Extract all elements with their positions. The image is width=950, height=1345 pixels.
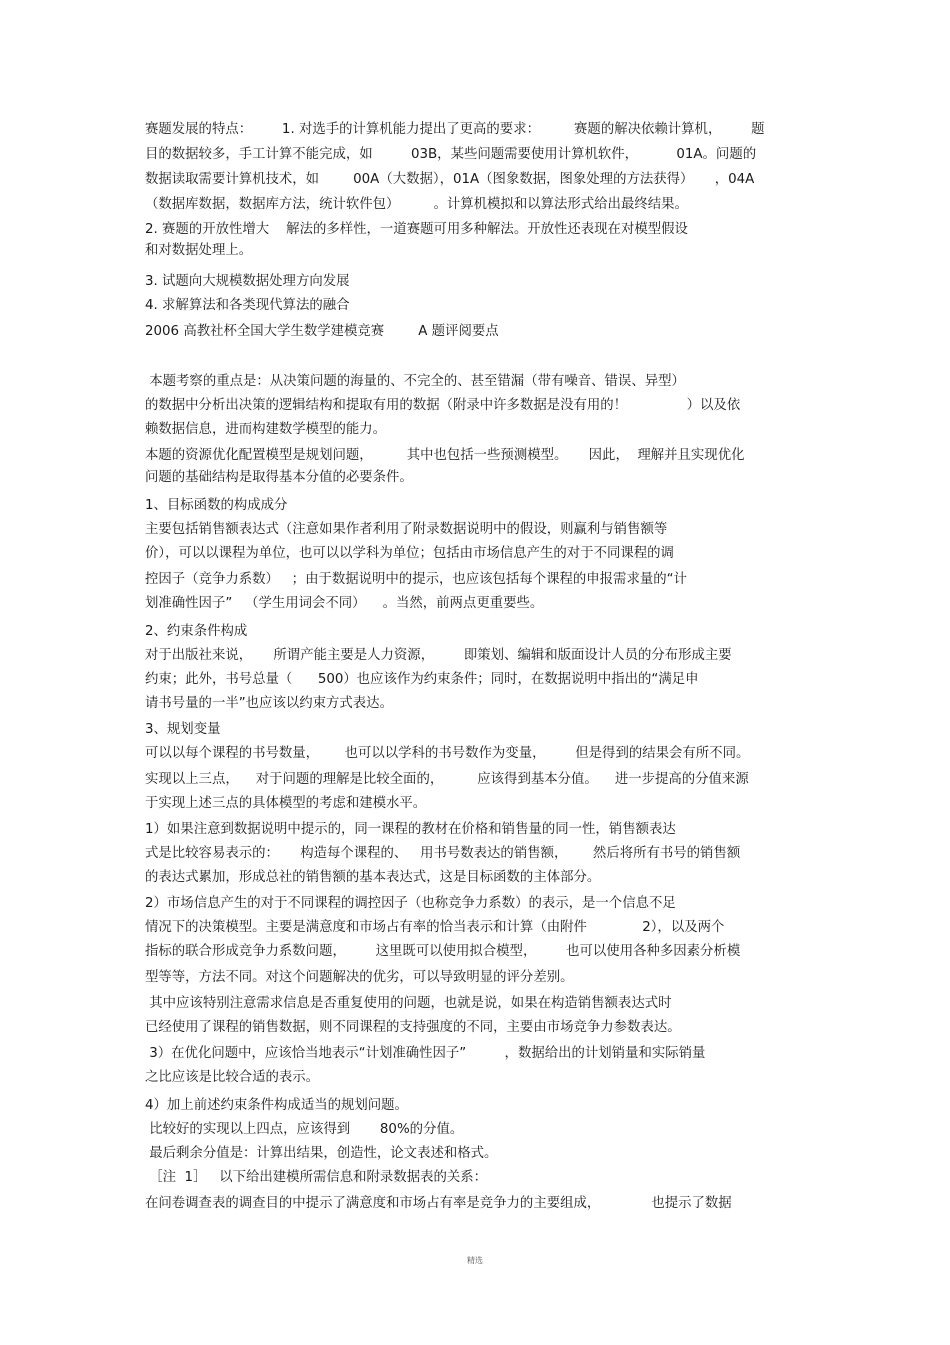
text-line: 式是比较容易表示的： 构造每个课程的、 用书号数表达的销售额， 然后将所有书号的销售额 <box>145 846 741 861</box>
text-line: 请书号量的一半”也应该以约束方式表达。 <box>145 696 393 711</box>
text-line: 的数据中分析出决策的逻辑结构和提取有用的数据（附录中许多数据是没有用的！ ）以及依 <box>145 398 741 413</box>
text-line: 对于出版社来说， 所谓产能主要是人力资源， 即策划、编辑和版面设计人员的分布形成主要 <box>145 648 732 663</box>
text-line: 控因子（竞争力系数） ；由于数据说明中的提示，也应该包括每个课程的申报需求量的“计 <box>145 572 687 587</box>
text-line: 数据读取需要计算机技术，如 00A（大数据），01A（图象数据，图象处理的方法获得） ，04A <box>145 172 755 187</box>
text-line: 2、约束条件构成 <box>145 624 248 639</box>
text-line: 赖数据信息，进而构建数学模型的能力。 <box>145 422 387 437</box>
text-line: 于实现上述三点的具体模型的考虑和建模水平。 <box>145 796 427 811</box>
text-line: 其中应该特别注意需求信息是否重复使用的问题，也就是说，如果在构造销售额表达式时 <box>145 996 672 1011</box>
text-line: 2）市场信息产生的对于不同课程的调控因子（也称竞争力系数）的表示，是一个信息不足 <box>145 896 676 911</box>
text-line: 实现以上三点， 对于问题的理解是比较全面的， 应该得到基本分值。 进一步提高的分值来源 <box>145 772 749 787</box>
text-line: （数据库数据，数据库方法，统计软件包） 。计算机模拟和以算法形式给出最终结果。 <box>145 197 688 212</box>
text-line: 和对数据处理上。 <box>145 243 253 258</box>
text-line: 2006 高教社杯全国大学生数学建模竞赛 A 题评阅要点 <box>145 324 499 339</box>
page-footer: 精选 <box>467 1256 483 1265</box>
text-line: 的表达式累加，形成总社的销售额的基本表达式，这是目标函数的主体部分。 <box>145 870 601 885</box>
text-line: 2. 赛题的开放性增大 解法的多样性，一道赛题可用多种解法。开放性还表现在对模型假设 <box>145 222 688 237</box>
text-line: 目的数据较多，手工计算不能完成，如 03B，某些问题需要使用计算机软件， 01A。问题的 <box>145 147 757 162</box>
text-line: 型等等，方法不同。对这个问题解决的优劣，可以导致明显的评分差别。 <box>145 970 574 985</box>
text-line: 3. 试题向大规模数据处理方向发展 <box>145 274 350 289</box>
text-line: 在问卷调查表的调查目的中提示了满意度和市场占有率是竞争力的主要组成， 也提示了数据 <box>145 1196 732 1211</box>
text-line: 3）在优化问题中，应该恰当地表示“计划准确性因子” ，数据给出的计划销量和实际销量 <box>145 1046 706 1061</box>
text-line: 1）如果注意到数据说明中提示的，同一课程的教材在价格和销售量的同一性，销售额表达 <box>145 822 676 837</box>
text-line: 比较好的实现以上四点，应该得到 80%的分值。 <box>145 1122 464 1137</box>
text-line: 已经使用了课程的销售数据，则不同课程的支持强度的不同，主要由市场竞争力参数表达。 <box>145 1020 681 1035</box>
text-line: 赛题发展的特点： 1. 对选手的计算机能力提出了更高的要求： 赛题的解决依赖计算机， 题 <box>145 122 765 137</box>
text-line: 4. 求解算法和各类现代算法的融合 <box>145 298 350 313</box>
text-line: 问题的基础结构是取得基本分值的必要条件。 <box>145 470 413 485</box>
text-line: 本题考察的重点是：从决策问题的海量的、不完全的、甚至错漏（带有噪音、错误、异型） <box>145 374 685 389</box>
text-line: 划准确性因子” （学生用词会不同） 。当然，前两点更重要些。 <box>145 596 544 611</box>
text-line: 指标的联合形成竞争力系数问题， 这里既可以使用拟合模型， 也可以使用各种多因素分析模 <box>145 944 741 959</box>
text-line: 之比应该是比较合适的表示。 <box>145 1070 320 1085</box>
text-line: 约束；此外，书号总量（ 500）也应该作为约束条件；同时，在数据说明中指出的“满足申 <box>145 672 699 687</box>
text-line: 可以以每个课程的书号数量， 也可以以学科的书号数作为变量， 但是得到的结果会有所不同。 <box>145 746 750 761</box>
text-line: 3、规划变量 <box>145 722 221 737</box>
text-line: 4）加上前述约束条件构成适当的规划问题。 <box>145 1098 408 1113</box>
text-line: ［注 1］ 以下给出建模所需信息和附录数据表的关系： <box>145 1170 488 1185</box>
text-line: 主要包括销售额表达式（注意如果作者利用了附录数据说明中的假设，则赢利与销售额等 <box>145 522 668 537</box>
text-line: 价），可以以课程为单位，也可以以学科为单位；包括由市场信息产生的对于不同课程的调 <box>145 546 674 561</box>
text-line: 本题的资源优化配置模型是规划问题， 其中也包括一些预测模型。 因此， 理解并且实现优化 <box>145 448 745 463</box>
text-line: 最后剩余分值是：计算出结果，创造性，论文表述和格式。 <box>145 1146 498 1161</box>
text-line: 1、目标函数的构成成分 <box>145 498 288 513</box>
text-line: 情况下的决策模型。主要是满意度和市场占有率的恰当表示和计算（由附件 2），以及两个 <box>145 920 725 935</box>
